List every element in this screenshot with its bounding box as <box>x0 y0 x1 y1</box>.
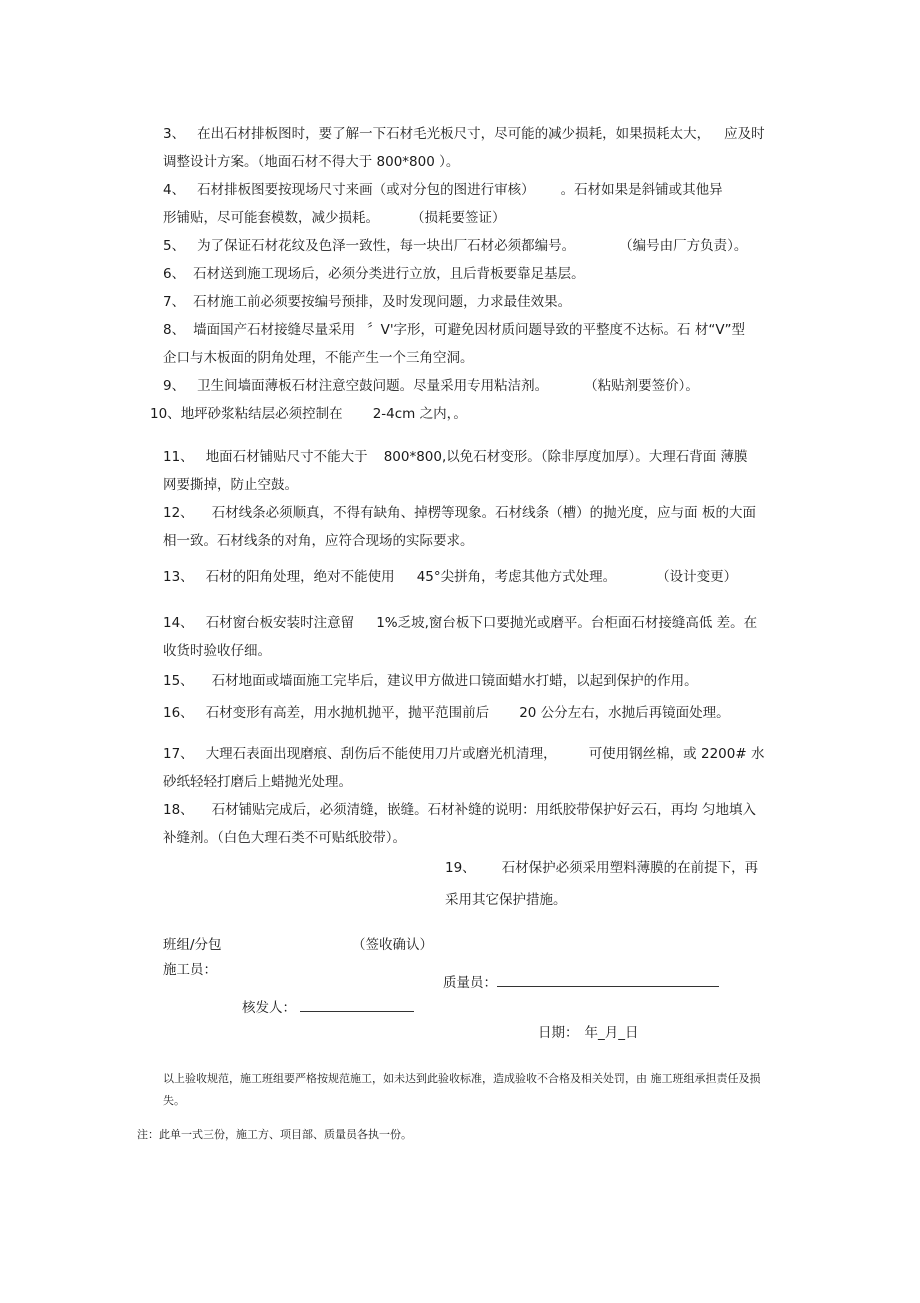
item-18-text: 石材铺贴完成后，必须清缝，嵌缝。石材补缝的说明：用纸胶带保护好云石，再均 匀地填入 <box>211 802 756 818</box>
item-4-number: 4、 <box>163 182 186 198</box>
item-10-value: 2-4cm 之内，。 <box>372 406 467 422</box>
item-4-line-2 <box>163 208 506 228</box>
item-9-line-1 <box>163 376 699 396</box>
item-3-line-2: 调整设计方案。（地面石材不得大于 800*800 ）。 <box>163 154 460 170</box>
item-4-text: 石材排板图要按现场尺寸来画（或对分包的图进行审核） <box>197 182 535 198</box>
item-4-line-1 <box>163 180 723 200</box>
item-18-number: 18、 <box>163 802 194 818</box>
item-16-number: 16、 <box>163 705 194 721</box>
qc-field <box>443 973 719 993</box>
item-11-number: 11、 <box>163 449 194 465</box>
item-7-line-1 <box>163 292 571 312</box>
item-19-text: 石材保护必须采用塑料薄膜的在前提下，再 <box>501 860 759 876</box>
item-11-text: 地面石材铺贴尺寸不能大于 <box>205 449 368 465</box>
item-12-line-1 <box>163 503 756 523</box>
item-5-number: 5、 <box>163 238 186 254</box>
item-4-text-2: 形铺贴，尽可能套模数，减少损耗。 <box>163 210 379 226</box>
item-17-text-cont: 可使用钢丝棉，或 2200# 水 <box>588 746 765 762</box>
item-17-line-1 <box>163 744 764 764</box>
item-5-note: （编号由厂方负责）。 <box>619 238 748 254</box>
item-6-number: 6、 <box>163 266 186 282</box>
item-7-text: 石材施工前必须要按编号预排，及时发现问题，力求最佳效果。 <box>193 294 572 310</box>
item-18-line-2: 补缝剂。（白色大理石类不可贴纸胶带）。 <box>163 830 406 846</box>
item-13-number: 13、 <box>163 569 194 585</box>
item-5-line-1 <box>163 236 747 256</box>
footer-note-line-1: 以上验收规范，施工班组要严格按规范施工，如未达到此验收标准，造成验收不合格及相关处罚，由 施工班组承担责任及损 <box>163 1072 761 1085</box>
issuer-label: 核发人： <box>242 1000 296 1016</box>
item-17-line-2: 砂纸轻轻打磨后上蜡抛光处理。 <box>163 774 352 790</box>
item-9-text: 卫生间墙面薄板石材注意空鼓问题。尽量采用专用粘洁剂。 <box>197 378 549 394</box>
item-10-line-1 <box>150 404 467 424</box>
item-6-text: 石材送到施工现场后，必须分类进行立放，且后背板要靠足基层。 <box>193 266 585 282</box>
footer-note-line-2: 失。 <box>163 1094 185 1107</box>
item-9-number: 9、 <box>163 378 186 394</box>
item-5-text: 为了保证石材花纹及色泽一致性，每一块出厂石材必须都编号。 <box>197 238 576 254</box>
item-15-text: 石材地面或墙面施工完毕后，建议甲方做进口镜面蜡水打蜡，以起到保护的作用。 <box>211 673 698 689</box>
item-8-text-cont: 〞V'字形，可避免因材质问题导致的平整度不达标。石 材“V”型 <box>367 322 746 338</box>
item-4-text-cont: 。石材如果是斜铺或其他异 <box>560 182 723 198</box>
item-17-text: 大理石表面出现磨痕、刮伤后不能使用刀片或磨光机清理， <box>205 746 557 762</box>
item-8-number: 8、 <box>163 322 186 338</box>
item-19-line-1 <box>445 858 758 878</box>
issuer-signature-line[interactable] <box>300 999 414 1012</box>
item-11-line-1 <box>163 447 748 467</box>
date-value: 年_月_日 <box>584 1025 639 1041</box>
item-14-number: 14、 <box>163 615 194 631</box>
issuer-field <box>242 998 414 1018</box>
item-14-text-cont: 1%乏坡,窗台板下口要抛光或磨平。台柜面石材接缝高低 差。在 <box>376 615 758 631</box>
qc-signature-line[interactable] <box>497 974 719 987</box>
item-3-text-cont: 应及时 <box>724 126 765 142</box>
item-3-number: 3、 <box>163 126 186 142</box>
item-13-line-1 <box>163 567 737 587</box>
item-6-line-1 <box>163 264 585 284</box>
footer-copies-note: 注：此单一式三份，施工方、项目部、质量员各执一份。 <box>137 1128 412 1141</box>
item-13-note: （设计变更） <box>656 569 738 585</box>
item-13-text: 石材的阳角处理，绝对不能使用 <box>205 569 395 585</box>
item-9-note: （粘贴剂要签价）。 <box>584 378 699 394</box>
item-15-number: 15、 <box>163 673 194 689</box>
item-19-line-2: 采用其它保护措施。 <box>445 892 567 908</box>
worker-label: 施工员： <box>163 962 217 978</box>
item-4-note: （损耗要签证） <box>411 210 506 226</box>
item-18-line-1 <box>163 800 756 820</box>
item-16-text: 石材变形有高差，用水抛机抛平，抛平范围前后 <box>205 705 490 721</box>
item-12-text: 石材线条必须顺真，不得有缺角、掉楞等现象。石材线条（槽）的抛光度，应与面 板的大面 <box>211 505 756 521</box>
item-13-text-cont: 45°尖拼角，考虑其他方式处理。 <box>416 569 617 585</box>
item-7-number: 7、 <box>163 294 186 310</box>
item-17-number: 17、 <box>163 746 194 762</box>
item-16-line-1 <box>163 703 730 723</box>
item-12-line-2: 相一致。石材线条的对角，应符合现场的实际要求。 <box>163 533 474 549</box>
item-11-line-2: 网要撕掉，防止空鼓。 <box>163 477 298 493</box>
qc-label: 质量员： <box>443 975 497 991</box>
item-10-number: 10、 <box>150 406 181 422</box>
date-label: 日期： <box>538 1025 579 1041</box>
team-label: 班组/分包 <box>163 937 222 953</box>
item-15-line-1 <box>163 671 698 691</box>
confirm-label: （签收确认） <box>352 937 433 953</box>
item-14-line-2: 收货时验收仔细。 <box>163 643 271 659</box>
item-3-text: 在出石材排板图时，要了解一下石材毛光板尺寸，尽可能的减少损耗，如果损耗太大， <box>197 126 711 142</box>
item-8-text: 墙面国产石材接缝尽量采用 <box>193 322 356 338</box>
item-14-text: 石材窗台板安装时注意留 <box>205 615 355 631</box>
date-field <box>538 1023 639 1043</box>
item-16-text-cont: 20 公分左右，水抛后再镜面处理。 <box>519 705 730 721</box>
item-14-line-1 <box>163 613 757 633</box>
item-12-number: 12、 <box>163 505 194 521</box>
item-19-number: 19、 <box>445 860 476 876</box>
item-3-line-1 <box>163 124 765 144</box>
item-10-text: 地坪砂浆粘结层必须控制在 <box>180 406 343 422</box>
item-11-text-cont: 800*800,以免石材变形。（除非厚度加厚）。大理石背面 薄膜 <box>383 449 748 465</box>
item-8-line-2: 企口与木板面的阴角处理，不能产生一个三角空洞。 <box>163 350 474 366</box>
item-8-line-1 <box>163 320 745 340</box>
